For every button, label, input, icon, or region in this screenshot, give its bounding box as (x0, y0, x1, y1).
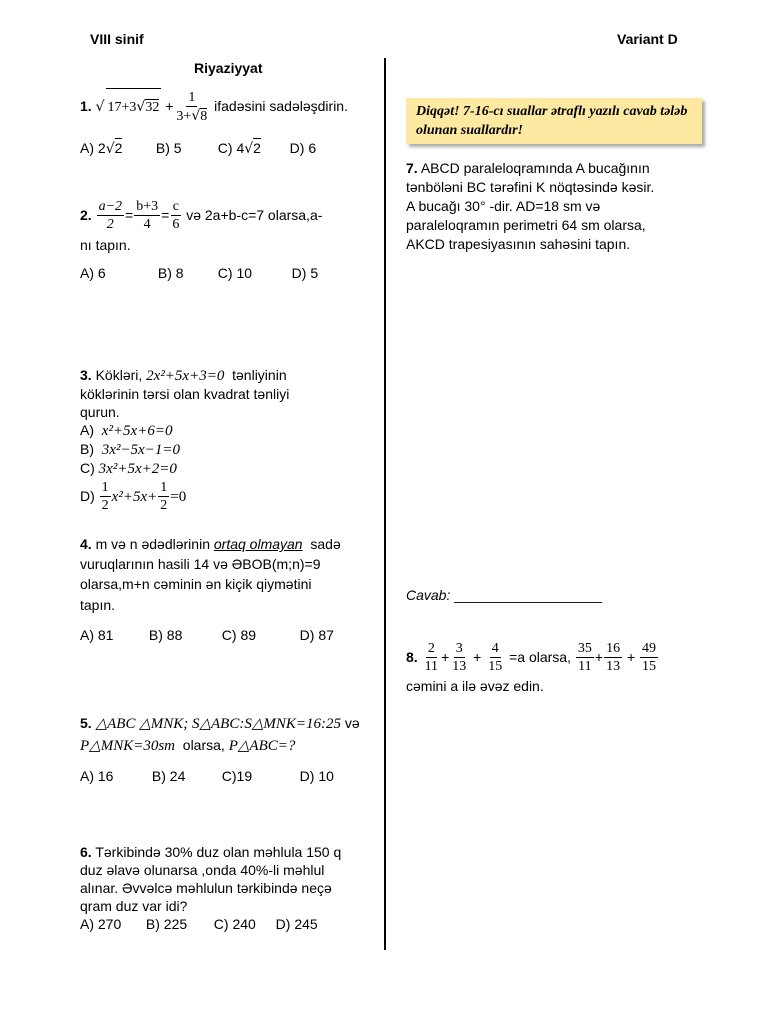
q2-number: 2. (80, 207, 92, 223)
q7-text-2: tənböləni BC tərəfini K nöqtəsində kəsir. (406, 179, 655, 195)
notice-banner: Diqqət! 7-16-cı suallar ətraflı yazılı cavab tələb olunan suallardır! (406, 98, 702, 144)
question-5: 5. △ABC △MNK; S△ABC:S△MNK=16:25 və (80, 715, 360, 732)
q4-underlined-term: ortaq olmayan (213, 536, 303, 552)
answer-label: Cavab: (406, 587, 451, 603)
q4-text-3: olarsa,m+n cəminin ən kiçik qiymətini (80, 576, 312, 592)
q6-option-b[interactable]: B) 225 (145, 916, 188, 932)
question-3: 3. Kökləri, 2x²+5x+3=0 tənliyinin (80, 367, 287, 384)
q7-text-5: AKCD trapesiyasının sahəsini tapın. (406, 236, 631, 252)
q1-text: ifadəsini sadələşdirin. (214, 98, 348, 114)
q5-statement: △ABC △MNK; S△ABC:S△MNK=16:25 (95, 716, 341, 732)
q6-options (80, 915, 370, 933)
q1-options (80, 138, 370, 158)
q5-option-c[interactable]: C)19 (221, 768, 253, 784)
q2-fraction-1: $\frac{a-2}{2}$ (98, 199, 123, 233)
q4-options (80, 626, 370, 644)
question-1 (80, 88, 370, 126)
q2-option-c[interactable]: C) 10 (217, 265, 253, 281)
q7-number: 7. (406, 160, 418, 176)
variant-label: Variant D (617, 31, 678, 47)
q3-equation: 2x²+5x+3=0 (146, 368, 225, 384)
question-4: 4. m və n ədədlərinin ortaq olmayan sadə (80, 536, 341, 552)
q3-option-b[interactable]: B) 3x²−5x−1=0 (80, 441, 180, 458)
question-8: 8. $\frac{2}{11}$ + $\frac{3}{13}$ + $\frac{4}{15}$ =a olarsa, $\frac{35}{11}$ + $\frac{16}{13}$ + $\frac{49}{15}$ (406, 641, 657, 675)
q7-text-3: A bucağı 30° -dir. AD=18 sm və (406, 198, 601, 214)
column-divider (384, 58, 386, 950)
q8-text-2: cəmini a ilə əvəz edin. (406, 678, 544, 694)
q1-plus: + (165, 98, 174, 114)
q1-number: 1. (80, 98, 92, 114)
q4-option-a[interactable]: A) 81 (80, 627, 114, 643)
q5-number: 5. (80, 715, 92, 731)
q2-text-1: və 2a+b-c=7 olarsa,a- (186, 207, 323, 223)
q2-options (80, 264, 370, 282)
q2-option-b[interactable]: B) 8 (157, 265, 184, 281)
q1-option-a[interactable]: A) 2√2 (80, 140, 123, 157)
q3-option-a[interactable]: A) x²+5x+6=0 (80, 422, 173, 439)
q2-option-a[interactable]: A) 6 (80, 265, 106, 281)
q3-number: 3. (80, 367, 92, 383)
q6-option-a[interactable]: A) 270 (80, 916, 122, 932)
q6-text-2: duz əlavə olunarsa ,onda 40%-li məhlul (80, 862, 325, 878)
q6-option-c[interactable]: C) 240 (213, 916, 256, 932)
q7-answer (406, 586, 706, 605)
q6-option-d[interactable]: D) 245 (275, 916, 318, 932)
q4-text-4: tapın. (80, 597, 116, 613)
q4-option-c[interactable]: C) 89 (221, 627, 257, 643)
q2-fraction-2: $\frac{b+3}{4}$ (136, 199, 159, 233)
answer-line[interactable]: ___________________ (454, 587, 603, 603)
q4-option-d[interactable]: D) 87 (299, 627, 334, 643)
grade-label: VIII sinif (90, 31, 144, 47)
q2-text-2: nı tapın. (80, 237, 131, 253)
q1-radicand: 17+3√32 (106, 88, 162, 126)
q5-option-d[interactable]: D) 10 (299, 768, 334, 784)
question-7: 7. ABCD paraleloqramında A bucağının (406, 160, 650, 176)
question-6: 6. Tərkibində 30% duz olan məhlula 150 q (80, 844, 342, 860)
q6-number: 6. (80, 844, 92, 860)
q8-number: 8. (406, 649, 418, 665)
q1-option-d[interactable]: D) 6 (289, 140, 317, 156)
q8-mid-text: =a olarsa, (509, 649, 571, 665)
q4-text-2: vuruqlarının hasili 14 və ƏBOB(m;n)=9 (80, 556, 321, 572)
q7-text-4: paraleloqramın perimetri 64 sm olarsa, (406, 217, 646, 233)
q3-text-4: qurun. (80, 404, 120, 420)
q5-options (80, 767, 370, 785)
question-2: 2. $\frac{a-2}{2}$ = $\frac{b+3}{4}$ = $\frac{c}{6}$ və 2a+b-c=7 olarsa,a- (80, 199, 323, 233)
q2-fraction-3: $\frac{c}{6}$ (172, 199, 180, 233)
q6-text-3: alınar. Əvvəlcə məhlulun tərkibində neçə (80, 880, 332, 896)
q2-option-d[interactable]: D) 5 (291, 265, 319, 281)
q4-number: 4. (80, 536, 92, 552)
q1-option-c[interactable]: C) 4√2 (217, 140, 261, 157)
subject-title: Riyaziyyat (194, 60, 263, 76)
q5-line-2: P△MNK=30sm olarsa, P△ABC=? (80, 737, 296, 754)
q3-option-c[interactable]: C) 3x²+5x+2=0 (80, 460, 177, 477)
q1-option-b[interactable]: B) 5 (155, 140, 182, 156)
q5-option-b[interactable]: B) 24 (151, 768, 186, 784)
q3-text-3: köklərinin tərsi olan kvadrat tənliyi (80, 386, 290, 402)
q4-option-b[interactable]: B) 88 (148, 627, 183, 643)
q3-option-d[interactable]: D) $\frac{1}{2}$ x²+5x+ $\frac{1}{2}$ =0 (80, 480, 187, 514)
q1-fraction: $\frac{1}{3+√8}$ (176, 89, 208, 124)
sqrt-icon: √ (95, 99, 105, 115)
q5-option-a[interactable]: A) 16 (80, 768, 114, 784)
q6-text-4: qram duz var idi? (80, 898, 188, 914)
